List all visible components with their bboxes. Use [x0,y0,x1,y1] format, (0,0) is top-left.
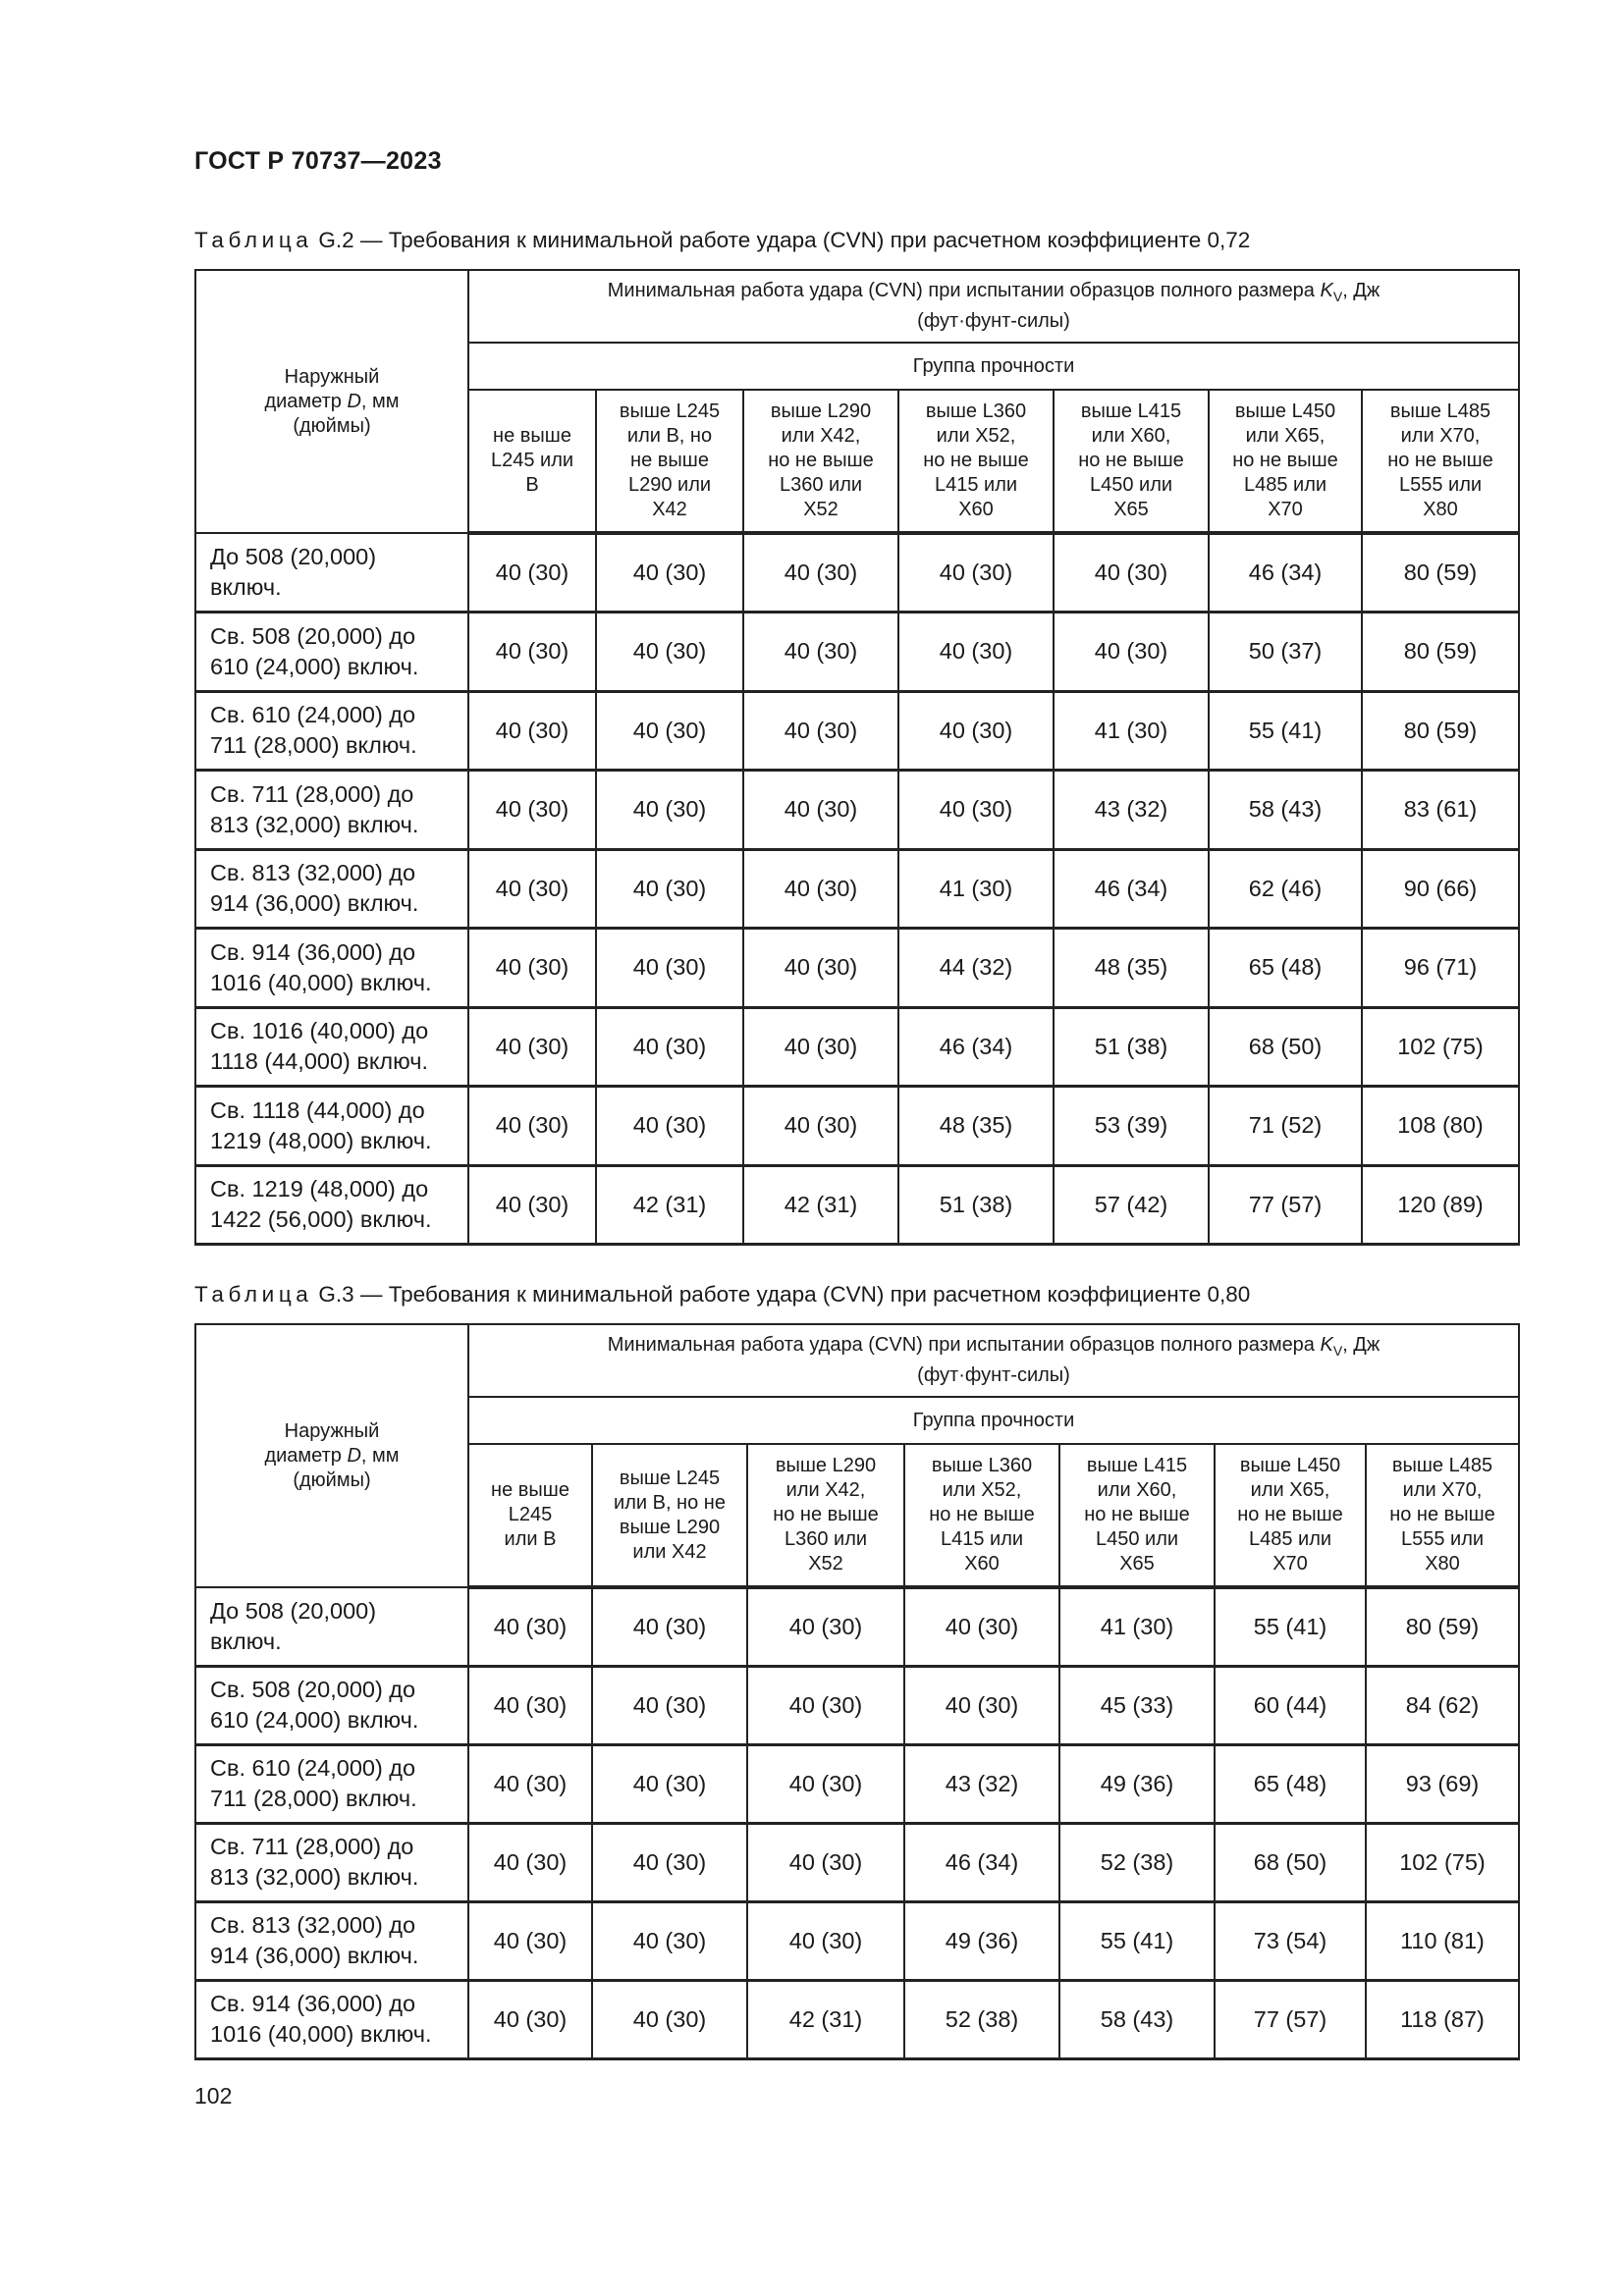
impact-value-cell: 40 (30) [898,613,1054,692]
impact-value-cell: 102 (75) [1362,1007,1519,1087]
diameter-range-cell [195,1980,468,2058]
table-row [195,1666,1519,1744]
impact-value-cell: 40 (30) [596,691,743,771]
impact-value-cell: 49 (36) [1059,1744,1215,1823]
strength-grade-column-header [1366,1444,1519,1587]
impact-value-cell: 48 (35) [1054,929,1209,1008]
document-header: ГОСТ Р 70737—2023 [194,147,442,175]
cell-line: или X60, [1097,1479,1177,1501]
diameter-range-cell [195,771,468,850]
diameter-range-cell [195,849,468,929]
cell-line: L485 или [1248,1528,1332,1550]
impact-value-cell: 40 (30) [592,1823,747,1901]
impact-value-cell: 40 (30) [596,533,743,613]
cell-line: выше L360 [931,1455,1033,1476]
impact-value-cell: 40 (30) [468,1744,592,1823]
kv-symbol: K [1320,1334,1333,1356]
impact-value-cell: 40 (30) [743,613,898,692]
cell-line: L415 или [940,1528,1024,1550]
cell-line: Св. 813 (32,000) до [210,860,416,886]
impact-value-cell: 40 (30) [468,1087,596,1166]
cell-line: Св. 508 (20,000) до [210,622,416,649]
impact-value-cell: 49 (36) [904,1901,1059,1980]
cell-line: 711 (28,000) включ. [210,732,417,759]
cell-line: 1016 (40,000) включ. [210,969,432,995]
impact-value-cell: 68 (50) [1215,1823,1366,1901]
impact-value-cell: 40 (30) [898,691,1054,771]
cell-line: выше L290 [775,1455,877,1476]
cell-line: или X52, [936,425,1016,447]
cell-line: L245 или [490,450,574,471]
impact-value-cell: 73 (54) [1215,1901,1366,1980]
impact-value-cell: 58 (43) [1209,771,1362,850]
cell-line: включ. [210,1628,282,1654]
cell-line: X70 [1268,499,1303,520]
table-g2 [194,269,1520,1246]
cell-line: выше L415 [1080,400,1182,422]
cell-line: 1422 (56,000) включ. [210,1206,432,1233]
table-row [195,1587,1519,1666]
impact-value-cell: 65 (48) [1215,1744,1366,1823]
cell-line: 914 (36,000) включ. [210,890,419,917]
cell-line: Св. 508 (20,000) до [210,1677,416,1702]
cell-line: X52 [808,1553,843,1575]
cell-line: или B, но не [614,1491,726,1514]
impact-value-cell: 83 (61) [1362,771,1519,850]
cell-line: или X52, [942,1479,1022,1501]
impact-value-cell: 40 (30) [898,533,1054,613]
impact-energy-header [468,1324,1519,1397]
impact-value-cell: 40 (30) [596,771,743,850]
cell-line: L360 или [779,474,863,496]
table-row [195,1980,1519,2058]
strength-grade-column-header [592,1444,747,1587]
cell-line: Св. 711 (28,000) до [210,1834,414,1859]
impact-value-cell: 40 (30) [747,1666,904,1744]
caption-text: G.2 — Требования к минимальной работе удара (CVN) при расчетном коэффициенте 0,72 [318,228,1251,252]
impact-value-cell: 57 (42) [1054,1165,1209,1245]
impact-value-cell: 43 (32) [904,1744,1059,1823]
header-text: , Дж [1342,280,1380,301]
table-g3 [194,1323,1520,2060]
impact-value-cell: 68 (50) [1209,1007,1362,1087]
impact-value-cell: 80 (59) [1362,613,1519,692]
cell-line: Св. 711 (28,000) до [210,780,414,807]
impact-value-cell: 55 (41) [1215,1587,1366,1666]
cell-line: но не выше [1389,1504,1495,1525]
header-text: , Дж [1342,1334,1380,1356]
impact-value-cell: 96 (71) [1362,929,1519,1008]
caption-label: Таблица [194,1282,313,1307]
cell-line: 711 (28,000) включ. [210,1786,417,1811]
impact-value-cell: 65 (48) [1209,929,1362,1008]
cell-line: Св. 1118 (44,000) до [210,1096,425,1123]
header-line: (дюймы) [293,1469,371,1491]
impact-value-cell: 40 (30) [596,929,743,1008]
impact-value-cell: 51 (38) [898,1165,1054,1245]
strength-group-header: Группа прочности [468,343,1519,390]
impact-value-cell: 46 (34) [1054,849,1209,929]
impact-value-cell: 42 (31) [596,1165,743,1245]
impact-value-cell: 40 (30) [596,849,743,929]
impact-value-cell: 93 (69) [1366,1744,1519,1823]
cell-line: 610 (24,000) включ. [210,1707,419,1733]
cell-line: выше L290 [770,400,872,422]
diameter-range-cell [195,1901,468,1980]
strength-grade-column-header [1209,390,1362,533]
header-text: (фут·фунт-силы) [917,310,1070,332]
cell-line: X60 [958,499,994,520]
impact-value-cell: 80 (59) [1366,1587,1519,1666]
cell-line: X70 [1272,1553,1308,1575]
impact-value-cell: 52 (38) [904,1980,1059,2058]
cell-line: но не выше [1084,1504,1190,1525]
page-number: 102 [194,2083,233,2109]
cell-line: но не выше [923,450,1029,471]
cell-line: но не выше [929,1504,1035,1525]
impact-value-cell: 41 (30) [898,849,1054,929]
impact-value-cell: 40 (30) [468,533,596,613]
header-line: , мм [360,391,400,412]
diameter-range-cell [195,533,468,613]
cell-line: L450 или [1089,474,1173,496]
cell-line: B [525,474,539,496]
impact-value-cell: 40 (30) [596,613,743,692]
table-row [195,1901,1519,1980]
strength-grade-column-header [904,1444,1059,1587]
kv-subscript: V [1332,1343,1343,1359]
impact-value-cell: 40 (30) [468,1587,592,1666]
cell-line: 1016 (40,000) включ. [210,2021,432,2047]
cell-line: 1219 (48,000) включ. [210,1127,432,1153]
impact-value-cell: 108 (80) [1362,1087,1519,1166]
impact-value-cell: 40 (30) [904,1587,1059,1666]
impact-value-cell: 40 (30) [1054,533,1209,613]
impact-value-cell: 40 (30) [468,1980,592,2058]
impact-value-cell: 46 (34) [898,1007,1054,1087]
impact-value-cell: 44 (32) [898,929,1054,1008]
impact-value-cell: 40 (30) [747,1901,904,1980]
impact-value-cell: 40 (30) [743,849,898,929]
impact-value-cell: 43 (32) [1054,771,1209,850]
strength-grade-column-header [898,390,1054,533]
diameter-range-cell [195,613,468,692]
strength-grade-column-header [1059,1444,1215,1587]
cell-line: Св. 610 (24,000) до [210,1755,416,1781]
header-line: (дюймы) [293,415,371,437]
impact-value-cell: 58 (43) [1059,1980,1215,2058]
strength-group-header: Группа прочности [468,1397,1519,1444]
cell-line: Св. 1016 (40,000) до [210,1018,429,1044]
table-row [195,613,1519,692]
cell-line: 813 (32,000) включ. [210,811,419,837]
cell-line: но не выше [1078,450,1184,471]
diameter-range-cell [195,929,468,1008]
impact-value-cell: 80 (59) [1362,533,1519,613]
cell-line: или X60, [1091,425,1171,447]
impact-value-cell: 40 (30) [1054,613,1209,692]
cell-line: выше L450 [1239,1455,1341,1476]
cell-line: включ. [210,574,282,600]
cell-line: Св. 610 (24,000) до [210,702,416,728]
cell-line: выше L360 [925,400,1027,422]
header-row [195,270,1519,343]
cell-line: X52 [803,499,839,520]
impact-value-cell: 40 (30) [743,533,898,613]
cell-line: До 508 (20,000) [210,544,377,569]
impact-value-cell: 40 (30) [468,1901,592,1980]
header-line: Наружный [284,366,380,388]
kv-symbol: K [1320,280,1333,301]
diameter-range-cell [195,1007,468,1087]
cell-line: Св. 1219 (48,000) до [210,1176,429,1202]
cell-line: L450 или [1095,1528,1179,1550]
impact-value-cell: 40 (30) [468,613,596,692]
cell-line: выше L415 [1086,1455,1188,1476]
cell-line: выше L245 [619,400,721,422]
impact-value-cell: 40 (30) [747,1744,904,1823]
impact-value-cell: 77 (57) [1215,1980,1366,2058]
impact-value-cell: 40 (30) [592,1901,747,1980]
cell-line: X80 [1423,499,1458,520]
cell-line: 813 (32,000) включ. [210,1864,419,1890]
cell-line: X80 [1425,1553,1460,1575]
cell-line: L290 или [627,474,712,496]
impact-value-cell: 40 (30) [743,929,898,1008]
impact-value-cell: 40 (30) [596,1007,743,1087]
diameter-symbol: D [347,391,361,412]
diameter-range-cell [195,1587,468,1666]
cell-line: L555 или [1398,474,1483,496]
impact-value-cell: 52 (38) [1059,1823,1215,1901]
impact-value-cell: 46 (34) [1209,533,1362,613]
strength-grade-column-header [1362,390,1519,533]
table-row [195,1087,1519,1166]
cell-line: До 508 (20,000) [210,1597,377,1624]
cell-line: X42 [652,499,687,520]
diameter-range-cell [195,1165,468,1245]
table-row [195,533,1519,613]
impact-value-cell: 51 (38) [1054,1007,1209,1087]
cell-line: L245 [508,1504,553,1525]
impact-value-cell: 55 (41) [1059,1901,1215,1980]
impact-value-cell: 40 (30) [468,1165,596,1245]
cell-line: не выше [630,450,709,471]
cell-line: или X65, [1250,1479,1330,1501]
cell-line: L555 или [1400,1528,1485,1550]
cell-line: или X70, [1402,1479,1483,1501]
impact-value-cell: 42 (31) [743,1165,898,1245]
impact-value-cell: 40 (30) [468,1823,592,1901]
impact-value-cell: 40 (30) [747,1823,904,1901]
cell-line: но не выше [773,1504,879,1525]
cell-line: но не выше [768,450,874,471]
diameter-range-cell [195,691,468,771]
cell-line: L360 или [784,1528,868,1550]
cell-line: или B, но [626,425,713,447]
caption-text: G.3 — Требования к минимальной работе удара (CVN) при расчетном коэффициенте 0,80 [318,1282,1251,1307]
impact-value-cell: 40 (30) [904,1666,1059,1744]
table-row [195,1823,1519,1901]
diameter-range-cell [195,1087,468,1166]
impact-value-cell: 40 (30) [596,1087,743,1166]
strength-grade-column-header [743,390,898,533]
header-line: диаметр [264,1445,348,1467]
impact-value-cell: 90 (66) [1362,849,1519,929]
cell-line: Св. 914 (36,000) до [210,1991,416,2016]
cell-line: выше L245 [619,1467,721,1489]
impact-energy-header [468,270,1519,343]
impact-value-cell: 60 (44) [1215,1666,1366,1744]
impact-value-cell: 40 (30) [592,1666,747,1744]
cell-line: или X42, [785,1479,866,1501]
cell-line: не выше [493,425,571,447]
strength-grade-column-header [1215,1444,1366,1587]
cell-line: или B [504,1528,557,1550]
impact-value-cell: 40 (30) [468,929,596,1008]
diameter-header [195,270,468,533]
impact-value-cell: 46 (34) [904,1823,1059,1901]
cell-line: но не выше [1237,1504,1343,1525]
header-row [195,1324,1519,1397]
cell-line: X60 [964,1553,1000,1575]
table-row [195,1007,1519,1087]
table-row [195,929,1519,1008]
cell-line: Св. 813 (32,000) до [210,1912,416,1938]
impact-value-cell: 40 (30) [743,1087,898,1166]
impact-value-cell: 40 (30) [743,691,898,771]
impact-value-cell: 40 (30) [592,1744,747,1823]
header-line: диаметр [264,391,348,412]
impact-value-cell: 102 (75) [1366,1823,1519,1901]
impact-value-cell: 118 (87) [1366,1980,1519,2058]
strength-grade-column-header [1054,390,1209,533]
cell-line: 914 (36,000) включ. [210,1943,419,1968]
diameter-range-cell [195,1823,468,1901]
cell-line: выше L485 [1391,1455,1493,1476]
impact-value-cell: 71 (52) [1209,1087,1362,1166]
table-g2-caption [194,228,1250,253]
impact-value-cell: 45 (33) [1059,1666,1215,1744]
header-line: , мм [360,1445,400,1467]
caption-label: Таблица [194,228,313,252]
impact-value-cell: 40 (30) [468,771,596,850]
impact-value-cell: 62 (46) [1209,849,1362,929]
cell-line: L415 или [934,474,1018,496]
impact-value-cell: 40 (30) [743,771,898,850]
cell-line: или X42 [632,1540,707,1563]
impact-value-cell: 40 (30) [468,691,596,771]
cell-line: X65 [1119,1553,1155,1575]
impact-value-cell: 50 (37) [1209,613,1362,692]
cell-line: X65 [1113,499,1149,520]
diameter-range-cell [195,1666,468,1744]
impact-value-cell: 77 (57) [1209,1165,1362,1245]
strength-grade-column-header [468,390,596,533]
diameter-header [195,1324,468,1587]
impact-value-cell: 40 (30) [468,1666,592,1744]
cell-line: или X65, [1245,425,1326,447]
cell-line: но не выше [1387,450,1493,471]
impact-value-cell: 40 (30) [743,1007,898,1087]
cell-line: Св. 914 (36,000) до [210,938,416,965]
diameter-symbol: D [347,1445,361,1467]
impact-value-cell: 53 (39) [1054,1087,1209,1166]
cell-line: или X42, [781,425,861,447]
impact-value-cell: 84 (62) [1366,1666,1519,1744]
kv-subscript: V [1332,289,1343,304]
table-row [195,691,1519,771]
strength-grade-column-header [468,1444,592,1587]
strength-grade-column-header [747,1444,904,1587]
header-text: (фут·фунт-силы) [917,1364,1070,1386]
diameter-range-cell [195,1744,468,1823]
impact-value-cell: 55 (41) [1209,691,1362,771]
cell-line: не выше [491,1479,569,1501]
cell-line: выше L450 [1234,400,1336,422]
header-text: Минимальная работа удара (CVN) при испытании образцов полного размера [607,280,1321,301]
impact-value-cell: 120 (89) [1362,1165,1519,1245]
table-row [195,1744,1519,1823]
impact-value-cell: 40 (30) [468,1007,596,1087]
impact-value-cell: 41 (30) [1059,1587,1215,1666]
impact-value-cell: 40 (30) [468,849,596,929]
cell-line: 610 (24,000) включ. [210,653,419,679]
cell-line: 1118 (44,000) включ. [210,1048,428,1075]
impact-value-cell: 40 (30) [747,1587,904,1666]
cell-line: выше L290 [619,1516,721,1538]
cell-line: но не выше [1232,450,1338,471]
impact-value-cell: 40 (30) [592,1980,747,2058]
cell-line: выше L485 [1389,400,1491,422]
table-row [195,849,1519,929]
cell-line: или X70, [1400,425,1481,447]
impact-value-cell: 40 (30) [898,771,1054,850]
impact-value-cell: 110 (81) [1366,1901,1519,1980]
cell-line: L485 или [1243,474,1327,496]
header-text: Минимальная работа удара (CVN) при испытании образцов полного размера [607,1334,1321,1356]
table-row [195,771,1519,850]
table-row [195,1165,1519,1245]
impact-value-cell: 42 (31) [747,1980,904,2058]
header-line: Наружный [284,1420,380,1442]
impact-value-cell: 40 (30) [592,1587,747,1666]
table-g3-caption [194,1282,1250,1308]
impact-value-cell: 41 (30) [1054,691,1209,771]
strength-grade-column-header [596,390,743,533]
impact-value-cell: 80 (59) [1362,691,1519,771]
impact-value-cell: 48 (35) [898,1087,1054,1166]
